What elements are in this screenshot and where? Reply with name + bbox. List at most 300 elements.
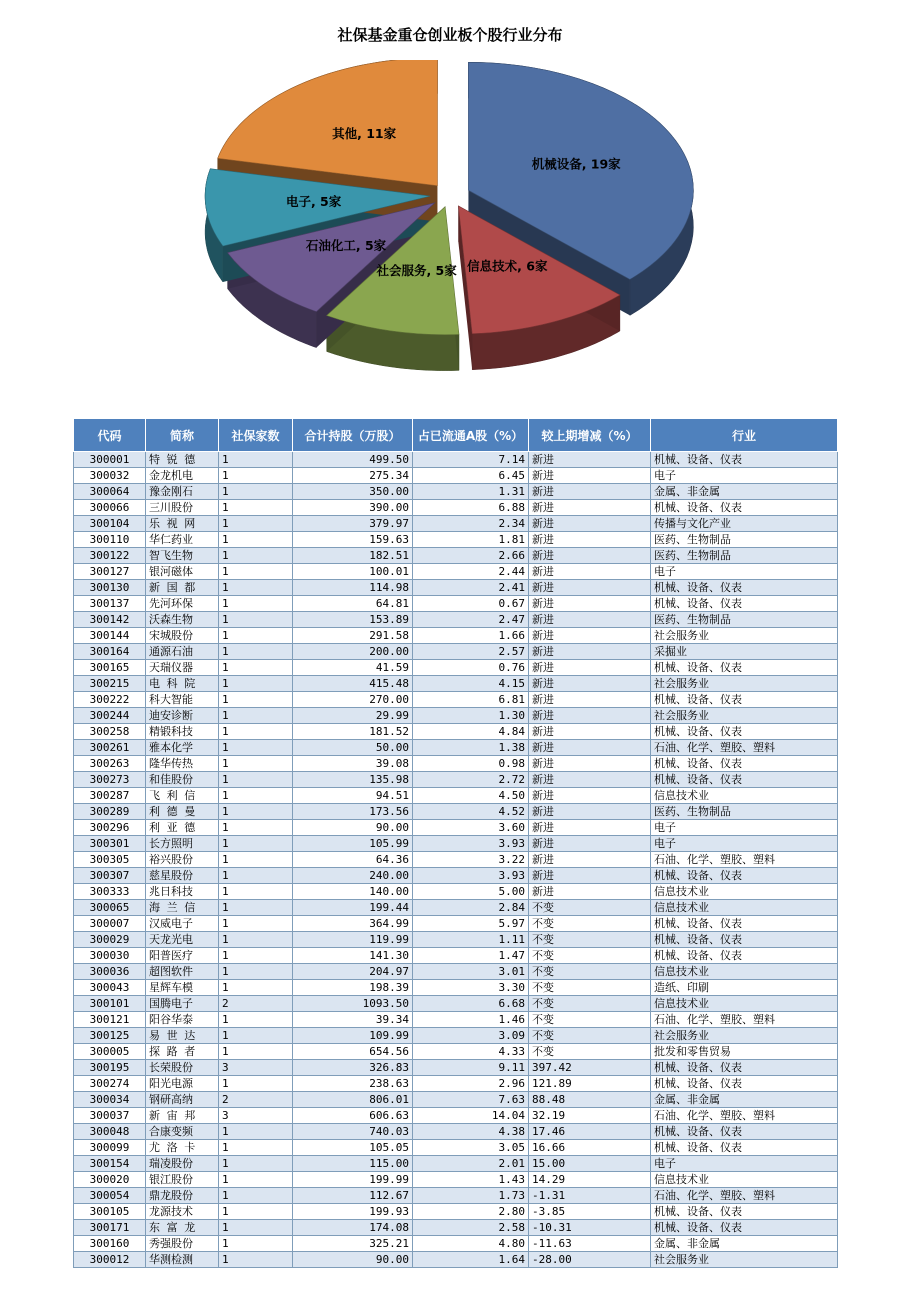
- cell-code: 300333: [74, 884, 146, 900]
- cell-name: 迪安诊断: [146, 708, 219, 724]
- cell-float-pct: 1.66: [413, 628, 529, 644]
- cell-float-pct: 1.81: [413, 532, 529, 548]
- cell-name: 金龙机电: [146, 468, 219, 484]
- cell-float-pct: 3.93: [413, 836, 529, 852]
- cell-name: 利 德 曼: [146, 804, 219, 820]
- cell-total-holding: 114.98: [293, 580, 413, 596]
- pie-slice-label: 电子, 5家: [285, 194, 342, 210]
- table-row: [74, 548, 838, 564]
- cell-change: 不变: [529, 916, 651, 932]
- cell-name: 豫金刚石: [146, 484, 219, 500]
- cell-name: 天瑞仪器: [146, 660, 219, 676]
- table-row: [74, 660, 838, 676]
- cell-total-holding: 119.99: [293, 932, 413, 948]
- cell-industry: 机械、设备、仪表: [651, 1220, 838, 1236]
- cell-fund-count: 1: [219, 932, 293, 948]
- cell-total-holding: 606.63: [293, 1108, 413, 1124]
- cell-code: 300064: [74, 484, 146, 500]
- table-row: [74, 1028, 838, 1044]
- cell-change: -10.31: [529, 1220, 651, 1236]
- cell-industry: 医药、生物制品: [651, 612, 838, 628]
- table-row: [74, 1044, 838, 1060]
- cell-code: 300142: [74, 612, 146, 628]
- cell-fund-count: 1: [219, 1028, 293, 1044]
- cell-fund-count: 2: [219, 996, 293, 1012]
- cell-code: 300195: [74, 1060, 146, 1076]
- cell-change: 不变: [529, 1028, 651, 1044]
- cell-total-holding: 115.00: [293, 1156, 413, 1172]
- header-total-holding: 合计持股（万股）: [293, 419, 413, 452]
- cell-fund-count: 2: [219, 1092, 293, 1108]
- cell-name: 钢研高纳: [146, 1092, 219, 1108]
- table-row: [74, 724, 838, 740]
- table-row: [74, 996, 838, 1012]
- table-row: [74, 932, 838, 948]
- cell-change: 121.89: [529, 1076, 651, 1092]
- cell-fund-count: 1: [219, 644, 293, 660]
- cell-float-pct: 2.34: [413, 516, 529, 532]
- cell-total-holding: 238.63: [293, 1076, 413, 1092]
- cell-float-pct: 2.41: [413, 580, 529, 596]
- cell-change: 新进: [529, 724, 651, 740]
- table-row: [74, 1092, 838, 1108]
- cell-name: 合康变频: [146, 1124, 219, 1140]
- cell-industry: 信息技术业: [651, 884, 838, 900]
- cell-code: 300007: [74, 916, 146, 932]
- cell-code: 300066: [74, 500, 146, 516]
- cell-total-holding: 29.99: [293, 708, 413, 724]
- cell-code: 300307: [74, 868, 146, 884]
- cell-industry: 机械、设备、仪表: [651, 756, 838, 772]
- cell-industry: 医药、生物制品: [651, 548, 838, 564]
- holdings-table: [73, 418, 838, 1268]
- cell-code: 300029: [74, 932, 146, 948]
- cell-code: 300034: [74, 1092, 146, 1108]
- cell-change: 新进: [529, 884, 651, 900]
- cell-name: 电 科 院: [146, 676, 219, 692]
- cell-change: 新进: [529, 612, 651, 628]
- cell-total-holding: 270.00: [293, 692, 413, 708]
- cell-name: 鼎龙股份: [146, 1188, 219, 1204]
- cell-float-pct: 2.66: [413, 548, 529, 564]
- cell-industry: 电子: [651, 836, 838, 852]
- cell-name: 雅本化学: [146, 740, 219, 756]
- cell-code: 300101: [74, 996, 146, 1012]
- cell-fund-count: 1: [219, 868, 293, 884]
- cell-name: 隆华传热: [146, 756, 219, 772]
- cell-code: 300099: [74, 1140, 146, 1156]
- cell-total-holding: 740.03: [293, 1124, 413, 1140]
- cell-change: 新进: [529, 532, 651, 548]
- table-row: [74, 804, 838, 820]
- cell-total-holding: 100.01: [293, 564, 413, 580]
- cell-industry: 信息技术业: [651, 900, 838, 916]
- cell-total-holding: 64.36: [293, 852, 413, 868]
- cell-code: 300144: [74, 628, 146, 644]
- cell-code: 300104: [74, 516, 146, 532]
- cell-code: 300165: [74, 660, 146, 676]
- cell-float-pct: 4.38: [413, 1124, 529, 1140]
- cell-float-pct: 3.60: [413, 820, 529, 836]
- cell-industry: 石油、化学、塑胶、塑料: [651, 852, 838, 868]
- cell-code: 300305: [74, 852, 146, 868]
- cell-code: 300261: [74, 740, 146, 756]
- cell-name: 探 路 者: [146, 1044, 219, 1060]
- cell-change: 397.42: [529, 1060, 651, 1076]
- cell-industry: 机械、设备、仪表: [651, 1124, 838, 1140]
- cell-name: 精锻科技: [146, 724, 219, 740]
- cell-float-pct: 4.84: [413, 724, 529, 740]
- cell-name: 慈星股份: [146, 868, 219, 884]
- cell-fund-count: 1: [219, 1012, 293, 1028]
- cell-industry: 社会服务业: [651, 1252, 838, 1268]
- cell-total-holding: 105.05: [293, 1140, 413, 1156]
- cell-change: 不变: [529, 1044, 651, 1060]
- cell-code: 300215: [74, 676, 146, 692]
- cell-total-holding: 182.51: [293, 548, 413, 564]
- cell-total-holding: 204.97: [293, 964, 413, 980]
- cell-name: 阳谷华泰: [146, 1012, 219, 1028]
- table-row: [74, 1156, 838, 1172]
- cell-total-holding: 94.51: [293, 788, 413, 804]
- cell-fund-count: 3: [219, 1060, 293, 1076]
- pie-slice-label: 机械设备, 19家: [531, 156, 621, 172]
- cell-name: 智飞生物: [146, 548, 219, 564]
- cell-industry: 社会服务业: [651, 676, 838, 692]
- cell-float-pct: 1.46: [413, 1012, 529, 1028]
- cell-industry: 电子: [651, 564, 838, 580]
- cell-code: 300258: [74, 724, 146, 740]
- cell-change: 新进: [529, 852, 651, 868]
- cell-code: 300274: [74, 1076, 146, 1092]
- cell-change: 15.00: [529, 1156, 651, 1172]
- cell-fund-count: 1: [219, 1204, 293, 1220]
- cell-fund-count: 1: [219, 628, 293, 644]
- cell-industry: 机械、设备、仪表: [651, 916, 838, 932]
- cell-change: 不变: [529, 996, 651, 1012]
- cell-float-pct: 1.31: [413, 484, 529, 500]
- cell-float-pct: 2.96: [413, 1076, 529, 1092]
- cell-float-pct: 3.05: [413, 1140, 529, 1156]
- header-fund-count: 社保家数: [219, 419, 293, 452]
- cell-float-pct: 6.88: [413, 500, 529, 516]
- cell-change: 新进: [529, 820, 651, 836]
- cell-fund-count: 1: [219, 660, 293, 676]
- cell-total-holding: 1093.50: [293, 996, 413, 1012]
- cell-industry: 金属、非金属: [651, 1092, 838, 1108]
- cell-fund-count: 1: [219, 820, 293, 836]
- cell-change: 新进: [529, 708, 651, 724]
- cell-name: 银河磁体: [146, 564, 219, 580]
- cell-fund-count: 1: [219, 916, 293, 932]
- cell-fund-count: 1: [219, 980, 293, 996]
- cell-float-pct: 2.58: [413, 1220, 529, 1236]
- table-row: [74, 628, 838, 644]
- cell-float-pct: 3.22: [413, 852, 529, 868]
- cell-change: 不变: [529, 932, 651, 948]
- cell-code: 300020: [74, 1172, 146, 1188]
- cell-total-holding: 181.52: [293, 724, 413, 740]
- cell-name: 三川股份: [146, 500, 219, 516]
- cell-industry: 医药、生物制品: [651, 532, 838, 548]
- table-row: [74, 468, 838, 484]
- table-row: [74, 1220, 838, 1236]
- table-row: [74, 1172, 838, 1188]
- cell-total-holding: 275.34: [293, 468, 413, 484]
- cell-industry: 信息技术业: [651, 996, 838, 1012]
- cell-name: 龙源技术: [146, 1204, 219, 1220]
- cell-change: 新进: [529, 772, 651, 788]
- cell-change: 不变: [529, 900, 651, 916]
- cell-total-holding: 153.89: [293, 612, 413, 628]
- cell-fund-count: 1: [219, 900, 293, 916]
- cell-industry: 社会服务业: [651, 628, 838, 644]
- cell-total-holding: 499.50: [293, 452, 413, 468]
- cell-fund-count: 3: [219, 1108, 293, 1124]
- cell-code: 300154: [74, 1156, 146, 1172]
- cell-code: 300289: [74, 804, 146, 820]
- cell-total-holding: 141.30: [293, 948, 413, 964]
- cell-change: -3.85: [529, 1204, 651, 1220]
- cell-code: 300222: [74, 692, 146, 708]
- cell-code: 300263: [74, 756, 146, 772]
- cell-float-pct: 1.47: [413, 948, 529, 964]
- cell-float-pct: 3.09: [413, 1028, 529, 1044]
- pie-slice-label: 信息技术, 6家: [467, 258, 548, 274]
- cell-float-pct: 4.52: [413, 804, 529, 820]
- header-industry: 行业: [651, 419, 838, 452]
- table-row: [74, 532, 838, 548]
- cell-total-holding: 326.83: [293, 1060, 413, 1076]
- table-row: [74, 564, 838, 580]
- cell-float-pct: 0.67: [413, 596, 529, 612]
- cell-code: 300273: [74, 772, 146, 788]
- cell-fund-count: 1: [219, 836, 293, 852]
- header-float-pct: 占已流通A股（%）: [413, 419, 529, 452]
- cell-industry: 机械、设备、仪表: [651, 660, 838, 676]
- cell-fund-count: 1: [219, 1124, 293, 1140]
- cell-code: 300127: [74, 564, 146, 580]
- table-row: [74, 1124, 838, 1140]
- cell-name: 沃森生物: [146, 612, 219, 628]
- table-row: [74, 900, 838, 916]
- cell-industry: 医药、生物制品: [651, 804, 838, 820]
- table-row: [74, 820, 838, 836]
- cell-name: 先河环保: [146, 596, 219, 612]
- cell-change: -28.00: [529, 1252, 651, 1268]
- cell-fund-count: 1: [219, 452, 293, 468]
- cell-name: 飞 利 信: [146, 788, 219, 804]
- chart-title: 社保基金重仓创业板个股行业分布: [337, 26, 563, 44]
- cell-float-pct: 1.43: [413, 1172, 529, 1188]
- cell-industry: 机械、设备、仪表: [651, 580, 838, 596]
- cell-code: 300171: [74, 1220, 146, 1236]
- table-row: [74, 692, 838, 708]
- cell-float-pct: 1.73: [413, 1188, 529, 1204]
- cell-fund-count: 1: [219, 564, 293, 580]
- cell-change: 不变: [529, 964, 651, 980]
- table-row: [74, 500, 838, 516]
- cell-total-holding: 39.34: [293, 1012, 413, 1028]
- cell-change: 新进: [529, 500, 651, 516]
- cell-change: 新进: [529, 580, 651, 596]
- cell-fund-count: 1: [219, 548, 293, 564]
- cell-fund-count: 1: [219, 948, 293, 964]
- cell-total-holding: 50.00: [293, 740, 413, 756]
- cell-change: 新进: [529, 452, 651, 468]
- table-row: [74, 756, 838, 772]
- cell-code: 300121: [74, 1012, 146, 1028]
- cell-code: 300105: [74, 1204, 146, 1220]
- cell-name: 长方照明: [146, 836, 219, 852]
- cell-change: 16.66: [529, 1140, 651, 1156]
- cell-total-holding: 390.00: [293, 500, 413, 516]
- cell-code: 300037: [74, 1108, 146, 1124]
- table-header-row: [74, 419, 838, 452]
- cell-name: 超图软件: [146, 964, 219, 980]
- pie-slice-label: 社会服务, 5家: [376, 263, 457, 279]
- cell-float-pct: 14.04: [413, 1108, 529, 1124]
- cell-float-pct: 1.30: [413, 708, 529, 724]
- cell-change: 不变: [529, 948, 651, 964]
- cell-fund-count: 1: [219, 484, 293, 500]
- cell-float-pct: 5.97: [413, 916, 529, 932]
- cell-name: 长荣股份: [146, 1060, 219, 1076]
- table-row: [74, 676, 838, 692]
- header-name: 简称: [146, 419, 219, 452]
- cell-name: 汉威电子: [146, 916, 219, 932]
- cell-total-holding: 364.99: [293, 916, 413, 932]
- header-change: 较上期增减（%）: [529, 419, 651, 452]
- table-row: [74, 1108, 838, 1124]
- cell-fund-count: 1: [219, 1156, 293, 1172]
- cell-industry: 传播与文化产业: [651, 516, 838, 532]
- cell-code: 300012: [74, 1252, 146, 1268]
- cell-code: 300110: [74, 532, 146, 548]
- cell-industry: 机械、设备、仪表: [651, 692, 838, 708]
- table-row: [74, 916, 838, 932]
- cell-code: 300043: [74, 980, 146, 996]
- cell-fund-count: 1: [219, 1220, 293, 1236]
- table-row: [74, 708, 838, 724]
- cell-change: 88.48: [529, 1092, 651, 1108]
- table-row: [74, 980, 838, 996]
- cell-industry: 机械、设备、仪表: [651, 1204, 838, 1220]
- pie-chart: [0, 60, 900, 410]
- cell-industry: 采掘业: [651, 644, 838, 660]
- cell-fund-count: 1: [219, 1044, 293, 1060]
- cell-float-pct: 3.30: [413, 980, 529, 996]
- table-row: [74, 516, 838, 532]
- cell-name: 华仁药业: [146, 532, 219, 548]
- table-row: [74, 1012, 838, 1028]
- cell-fund-count: 1: [219, 1172, 293, 1188]
- cell-total-holding: 174.08: [293, 1220, 413, 1236]
- cell-name: 尤 洛 卡: [146, 1140, 219, 1156]
- cell-fund-count: 1: [219, 756, 293, 772]
- cell-change: 新进: [529, 644, 651, 660]
- cell-fund-count: 1: [219, 580, 293, 596]
- table-row: [74, 1188, 838, 1204]
- cell-code: 300001: [74, 452, 146, 468]
- cell-name: 新 宙 邦: [146, 1108, 219, 1124]
- cell-change: 17.46: [529, 1124, 651, 1140]
- table-row: [74, 612, 838, 628]
- cell-fund-count: 1: [219, 884, 293, 900]
- cell-code: 300296: [74, 820, 146, 836]
- cell-total-holding: 112.67: [293, 1188, 413, 1204]
- pie-slice-label: 其他, 11家: [332, 125, 397, 141]
- cell-name: 兆日科技: [146, 884, 219, 900]
- pie-slice-label: 石油化工, 5家: [305, 238, 387, 254]
- cell-industry: 造纸、印刷: [651, 980, 838, 996]
- table-row: [74, 1060, 838, 1076]
- cell-fund-count: 1: [219, 1076, 293, 1092]
- cell-total-holding: 654.56: [293, 1044, 413, 1060]
- table-row: [74, 1252, 838, 1268]
- cell-code: 300122: [74, 548, 146, 564]
- cell-fund-count: 1: [219, 852, 293, 868]
- cell-name: 国腾电子: [146, 996, 219, 1012]
- cell-code: 300287: [74, 788, 146, 804]
- table-row: [74, 452, 838, 468]
- cell-float-pct: 4.33: [413, 1044, 529, 1060]
- cell-total-holding: 135.98: [293, 772, 413, 788]
- cell-name: 乐 视 网: [146, 516, 219, 532]
- cell-name: 和佳股份: [146, 772, 219, 788]
- cell-total-holding: 325.21: [293, 1236, 413, 1252]
- cell-total-holding: 240.00: [293, 868, 413, 884]
- cell-total-holding: 199.93: [293, 1204, 413, 1220]
- cell-industry: 石油、化学、塑胶、塑料: [651, 740, 838, 756]
- cell-fund-count: 1: [219, 724, 293, 740]
- cell-change: 新进: [529, 548, 651, 564]
- table-row: [74, 884, 838, 900]
- cell-total-holding: 173.56: [293, 804, 413, 820]
- cell-name: 华测检测: [146, 1252, 219, 1268]
- cell-float-pct: 0.76: [413, 660, 529, 676]
- cell-fund-count: 1: [219, 692, 293, 708]
- table-row: [74, 1236, 838, 1252]
- cell-industry: 信息技术业: [651, 1172, 838, 1188]
- cell-total-holding: 140.00: [293, 884, 413, 900]
- cell-code: 300130: [74, 580, 146, 596]
- cell-float-pct: 6.81: [413, 692, 529, 708]
- cell-float-pct: 6.68: [413, 996, 529, 1012]
- cell-total-holding: 350.00: [293, 484, 413, 500]
- cell-fund-count: 1: [219, 740, 293, 756]
- cell-float-pct: 2.44: [413, 564, 529, 580]
- cell-code: 300164: [74, 644, 146, 660]
- cell-total-holding: 90.00: [293, 1252, 413, 1268]
- cell-total-holding: 109.99: [293, 1028, 413, 1044]
- table-row: [74, 772, 838, 788]
- cell-fund-count: 1: [219, 1252, 293, 1268]
- cell-industry: 金属、非金属: [651, 1236, 838, 1252]
- cell-name: 宋城股份: [146, 628, 219, 644]
- cell-change: 新进: [529, 756, 651, 772]
- cell-industry: 信息技术业: [651, 964, 838, 980]
- cell-code: 300005: [74, 1044, 146, 1060]
- cell-float-pct: 2.84: [413, 900, 529, 916]
- cell-change: 新进: [529, 596, 651, 612]
- cell-fund-count: 1: [219, 772, 293, 788]
- cell-industry: 机械、设备、仪表: [651, 724, 838, 740]
- cell-industry: 电子: [651, 468, 838, 484]
- cell-float-pct: 4.50: [413, 788, 529, 804]
- table-row: [74, 596, 838, 612]
- cell-total-holding: 199.44: [293, 900, 413, 916]
